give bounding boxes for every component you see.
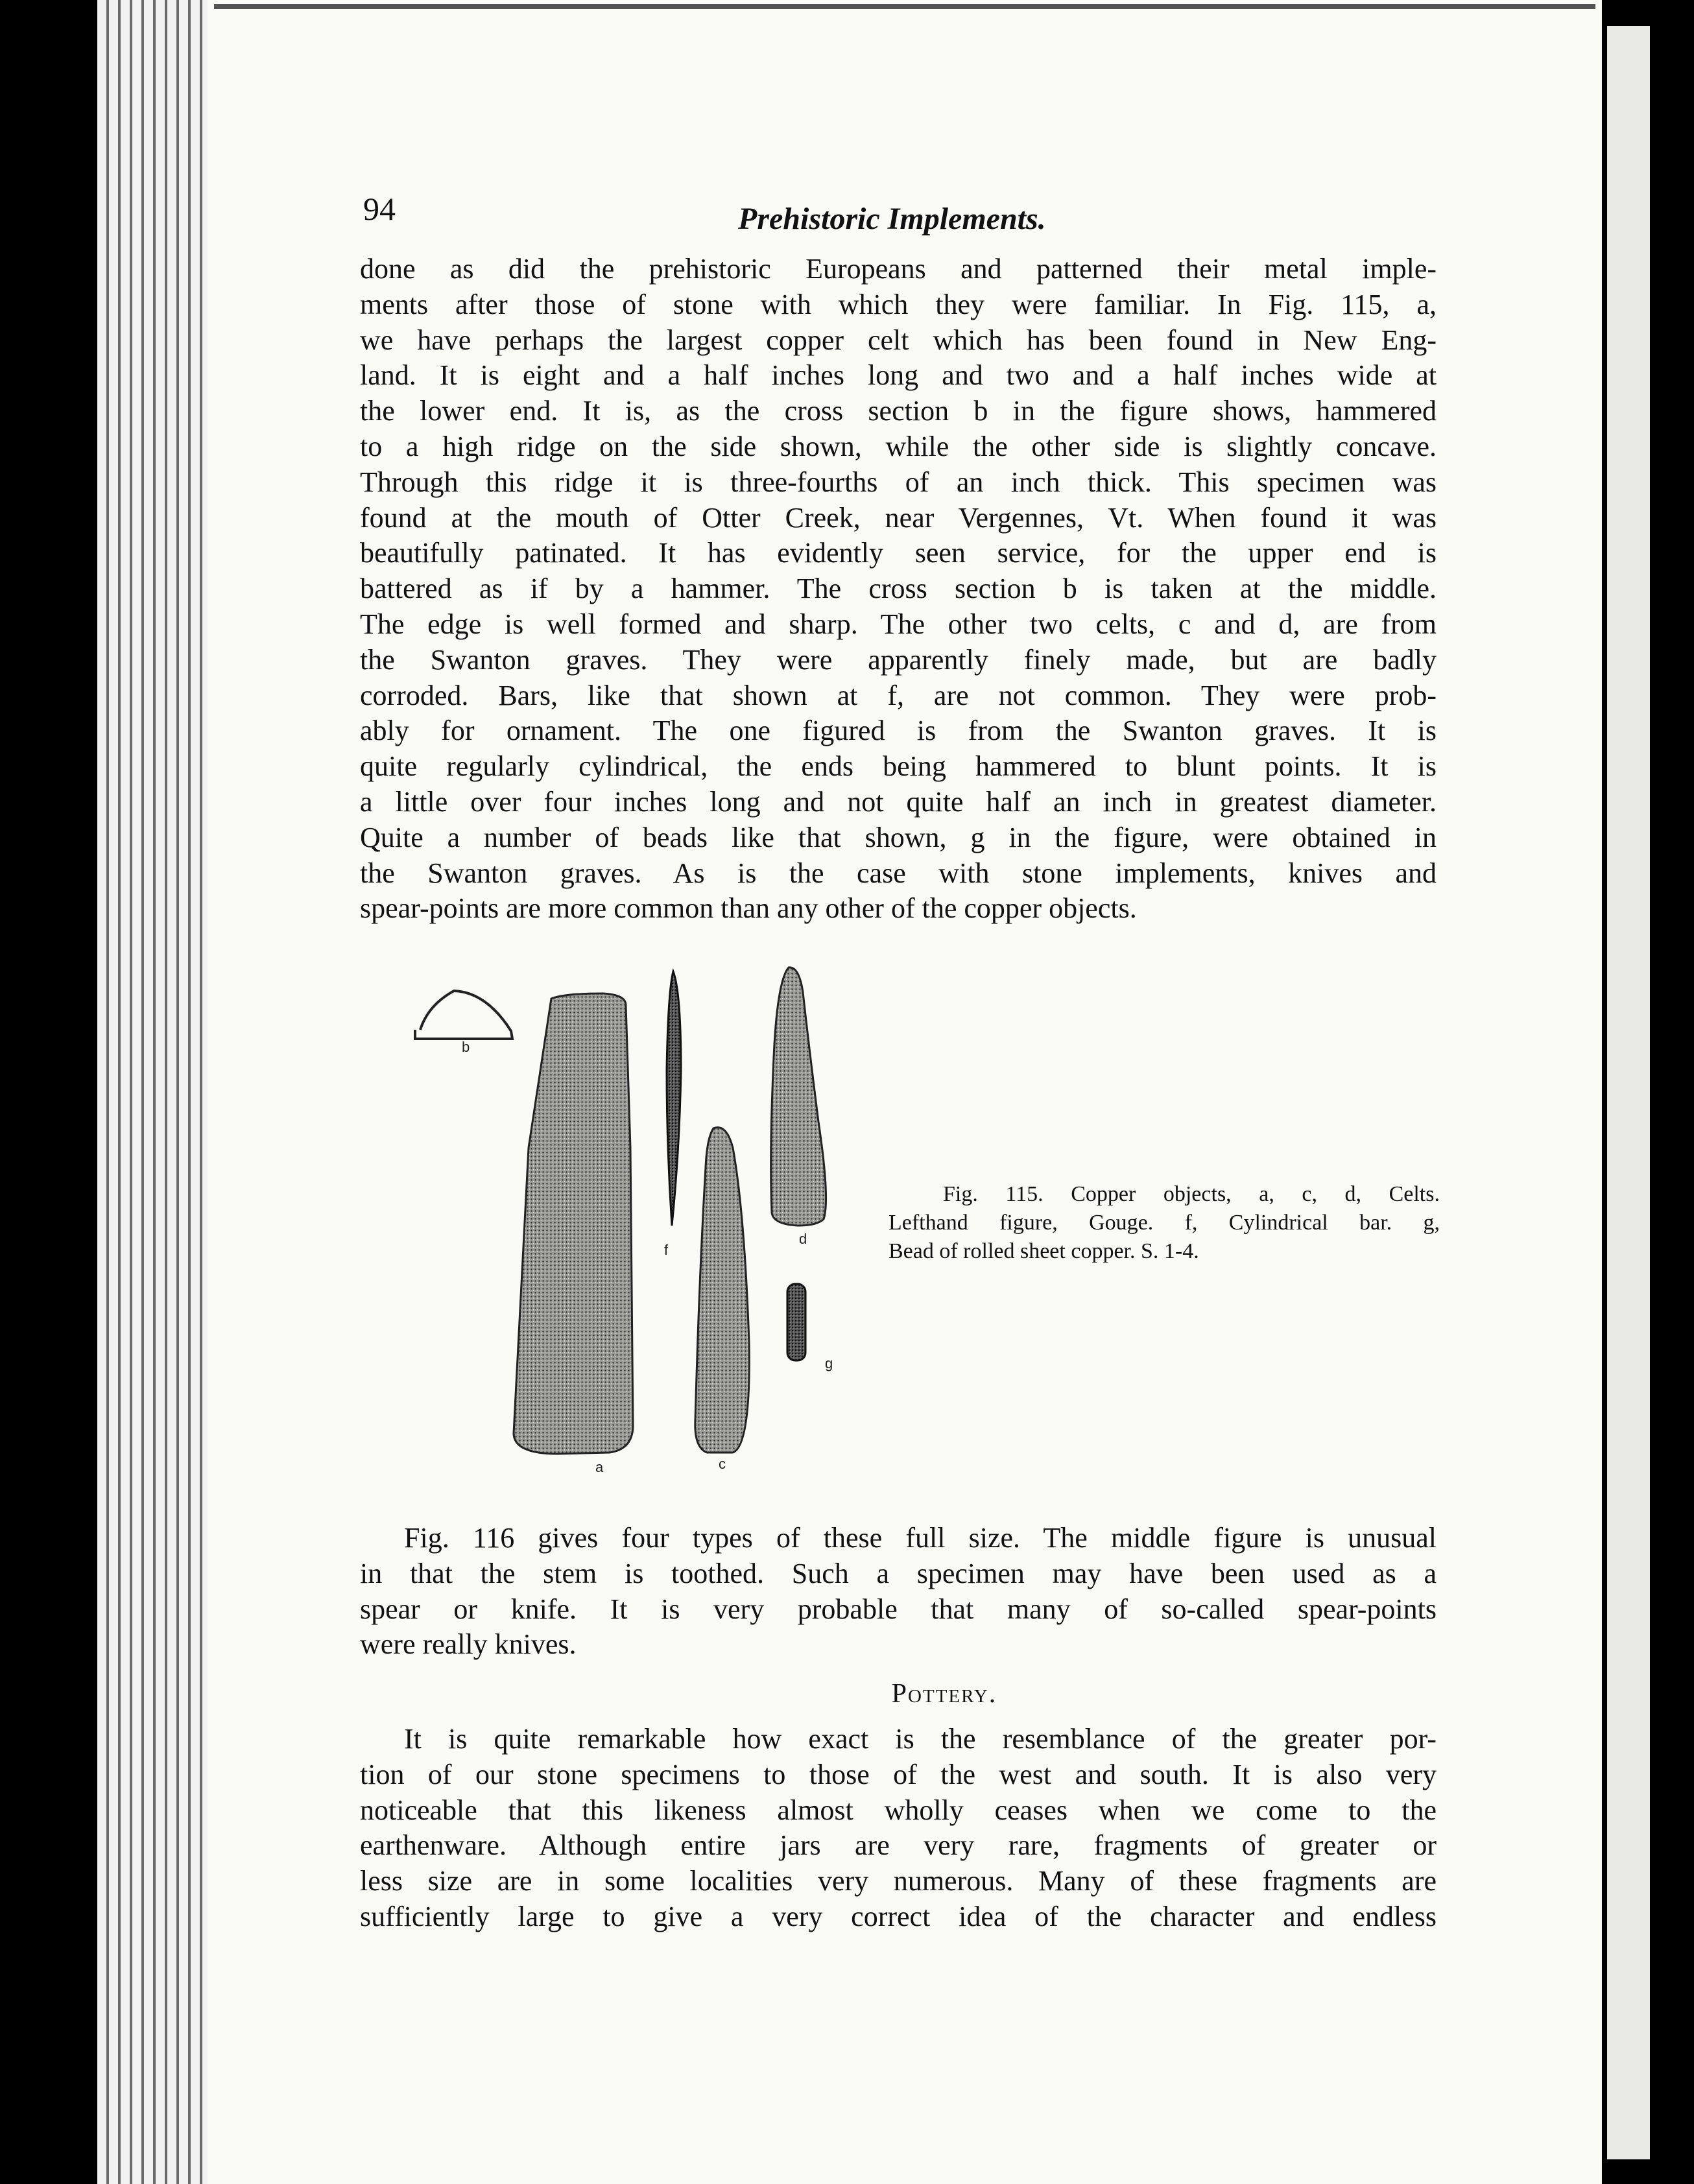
running-head: Prehistoric Implements. bbox=[738, 202, 1046, 236]
paragraph-3-line: less size are in some localities very numerous. Many of these fragments are bbox=[360, 1865, 1437, 1897]
paragraph-1-line: spear-points are more common than any other of the copper objects. bbox=[360, 892, 1137, 925]
paragraph-1 bbox=[360, 252, 1437, 927]
copper-objects-illustration bbox=[402, 953, 869, 1472]
celt-a bbox=[514, 993, 633, 1454]
paragraph-1-line: the lower end. It is, as the cross section b in the figure shows, hammered bbox=[360, 395, 1437, 427]
paragraph-3-line: It is quite remarkable how exact is the resemblance of the greater por- bbox=[404, 1723, 1437, 1755]
gouge bbox=[667, 971, 681, 1226]
paragraph-1-line: we have perhaps the largest copper celt which has been found in New Eng- bbox=[360, 324, 1437, 356]
paragraph-3-line: earthenware. Although entire jars are very rare, fragments of greater or bbox=[360, 1829, 1437, 1862]
celt-d bbox=[771, 967, 826, 1226]
paragraph-1-line: a little over four inches long and not quite half an inch in greatest diameter. bbox=[360, 785, 1437, 818]
paragraph-1-line: Through this ridge it is three-fourths of an inch thick. This specimen was bbox=[360, 466, 1437, 498]
paragraph-3-line: noticeable that this likeness almost wholly ceases when we come to the bbox=[360, 1794, 1437, 1826]
paragraph-2-line: Fig. 116 gives four types of these full size. The middle figure is unusual bbox=[404, 1522, 1437, 1554]
page-top-edge bbox=[214, 4, 1595, 9]
bead-g bbox=[787, 1284, 805, 1360]
paragraph-1-line: The edge is well formed and sharp. The other two celts, c and d, are from bbox=[360, 608, 1437, 640]
paragraph-1-line: ably for ornament. The one figured is from the Swanton graves. It is bbox=[360, 715, 1437, 747]
paragraph-1-line: ments after those of stone with which they were familiar. In Fig. 115, a, bbox=[360, 288, 1437, 320]
label-b: b bbox=[462, 1039, 470, 1055]
caption-line: Bead of rolled sheet copper. S. 1-4. bbox=[889, 1239, 1199, 1263]
paragraph-1-line: land. It is eight and a half inches long and two and a half inches wide at bbox=[360, 359, 1437, 392]
paragraph-1-line: found at the mouth of Otter Creek, near Vergennes, Vt. When found it was bbox=[360, 501, 1437, 534]
paragraph-1-line: beautifully patinated. It has evidently seen service, for the upper end is bbox=[360, 537, 1437, 569]
caption-line: Fig. 115. Copper objects, a, c, d, Celts. bbox=[943, 1182, 1440, 1206]
label-c: c bbox=[719, 1456, 726, 1472]
paragraph-3-line: tion of our stone specimens to those of the west and south. It is also very bbox=[360, 1758, 1437, 1790]
paragraph-2-line: spear or knife. It is very probable that many of so-called spear-points bbox=[360, 1593, 1437, 1625]
paragraph-2 bbox=[360, 1521, 1437, 1663]
cross-section-b bbox=[415, 991, 512, 1039]
book-page-edges bbox=[97, 0, 214, 2184]
paragraph-1-line: done as did the prehistoric Europeans and patterned their metal imple- bbox=[360, 253, 1437, 285]
paragraph-1-line: Quite a number of beads like that shown, g in the figure, were obtained in bbox=[360, 821, 1437, 853]
figure-115-copper-objects bbox=[402, 953, 869, 1472]
label-f: f bbox=[664, 1242, 669, 1258]
caption-line: Lefthand figure, Gouge. f, Cylindrical bar. g, bbox=[889, 1211, 1440, 1235]
paragraph-3 bbox=[360, 1722, 1437, 1935]
facing-page-edge bbox=[1607, 26, 1650, 2159]
paragraph-2-line: in that the stem is toothed. Such a specimen may have been used as a bbox=[360, 1557, 1437, 1589]
paragraph-1-line: quite regularly cylindrical, the ends being hammered to blunt points. It is bbox=[360, 750, 1437, 783]
figure-caption bbox=[889, 1180, 1440, 1266]
paragraph-1-line: battered as if by a hammer. The cross section b is taken at the middle. bbox=[360, 573, 1437, 605]
paragraph-1-line: the Swanton graves. As is the case with stone implements, knives and bbox=[360, 857, 1437, 889]
label-a: a bbox=[595, 1459, 604, 1472]
celt-c bbox=[695, 1128, 749, 1453]
paragraph-1-line: to a high ridge on the side shown, while the other side is slightly concave. bbox=[360, 430, 1437, 462]
section-heading bbox=[0, 1678, 1694, 1709]
paragraph-2-line: were really knives. bbox=[360, 1628, 577, 1661]
label-d: d bbox=[799, 1231, 807, 1247]
paragraph-1-line: the Swanton graves. They were apparently finely made, but are badly bbox=[360, 643, 1437, 676]
paragraph-1-line: corroded. Bars, like that shown at f, are not common. They were prob- bbox=[360, 679, 1437, 711]
section-heading-text: Pottery. bbox=[891, 1679, 997, 1709]
paragraph-3-line: sufficiently large to give a very correct idea of the character and endless bbox=[360, 1900, 1437, 1932]
page-number: 94 bbox=[363, 191, 396, 227]
label-g: g bbox=[825, 1355, 833, 1371]
